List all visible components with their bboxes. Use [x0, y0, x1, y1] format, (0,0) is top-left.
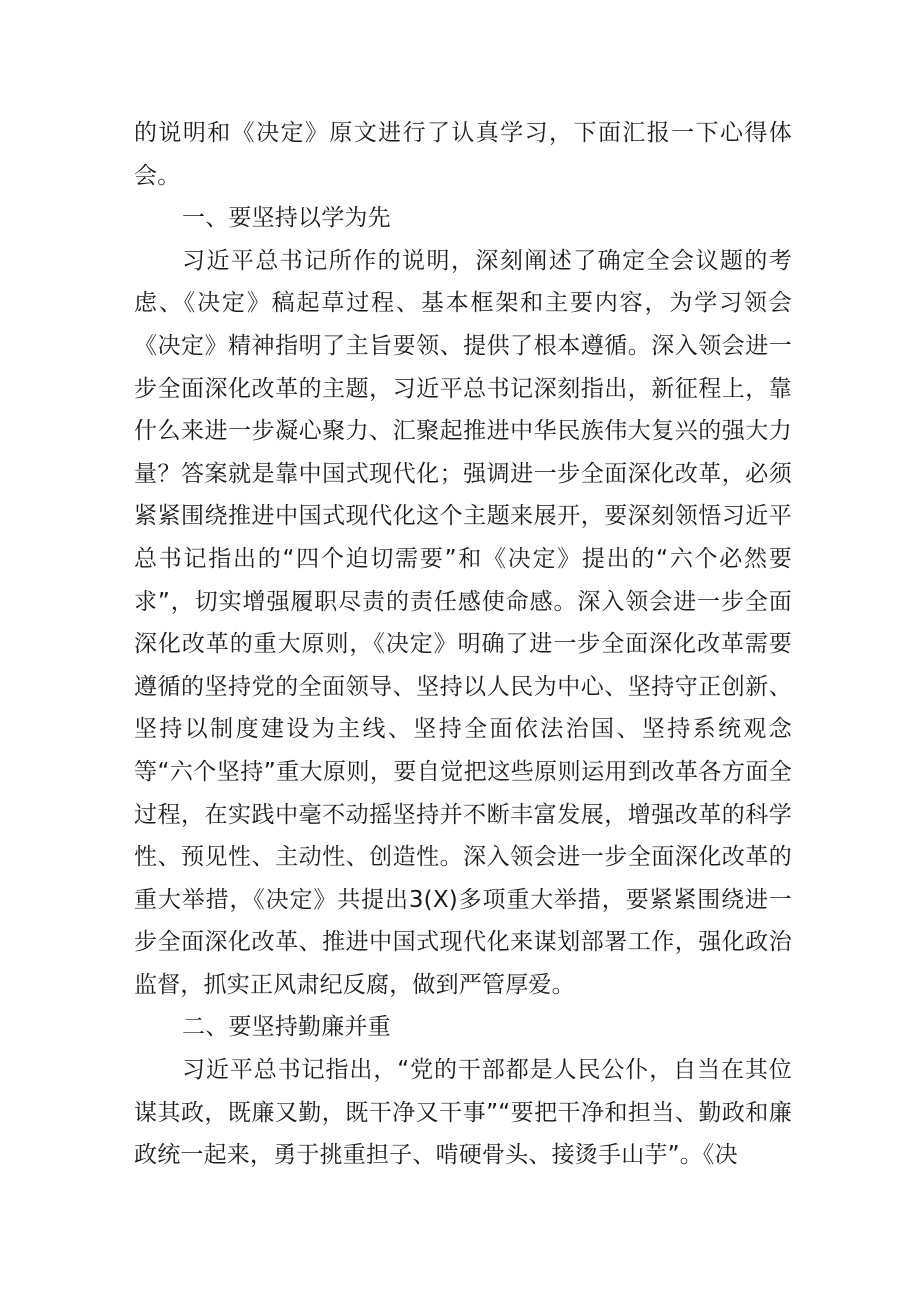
section-heading-2: 二、要坚持勤廉并重: [182, 1014, 391, 1041]
paragraph-section-1-body: 习近平总书记所作的说明，深刻阐述了确定全会议题的考虑、《决定》稿起草过程、基本框架和主要内容，为学习领会《决定》精神指明了主旨要领、提供了根本遵循。深入领会进一步全面深化改革的主题，习近平总书记深刻指出，新征程上，靠什么来进一步凝心聚力、汇聚起推进中华民族伟大复兴的强大力量？答案就是靠中国式现代化；强调进一步全面深化改革，必须紧紧围绕推进中国式现代化这个主题来展开，要深刻领悟习近平总书记指出的“四个迫切需要”和《决定》提出的“六个必然要求”，切实增强履职尽责的责任感使命感。深入领会进一步全面深化改革的重大原则，《决定》明确了进一步全面深化改革需要遵循的坚持党的全面领导、坚持以人民为中心、坚持守正创新、坚持以制度建设为主线、坚持全面依法治国、坚持系统观念等“六个坚持”重大原则，要自觉把这些原则运用到改革各方面全过程，在实践中毫不动摇坚持并不断丰富发展，增强改革的科学性、预见性、主动性、创造性。深入领会进一步全面深化改革的重大举措，《决定》共提出3(X)多项重大举措，要紧紧围绕进一步全面深化改革、推进中国式现代化来谋划部署工作，强化政治监督，抓实正风肃纪反腐，做到严管厚爱。: [134, 247, 792, 998]
document-body: [134, 112, 792, 1177]
section-heading-1: 一、要坚持以学为先: [182, 205, 391, 232]
paragraph-section-2-body: 习近平总书记指出，“党的干部都是人民公仆，自当在其位谋其政，既廉又勤，既干净又干事”“要把干净和担当、勤政和廉政统一起来，勇于挑重担子、啃硬骨头、接烫手山芋”。《决: [134, 1057, 792, 1169]
paragraph-intro-continuation: 的说明和《决定》原文进行了认真学习，下面汇报一下心得体会。: [134, 120, 792, 189]
